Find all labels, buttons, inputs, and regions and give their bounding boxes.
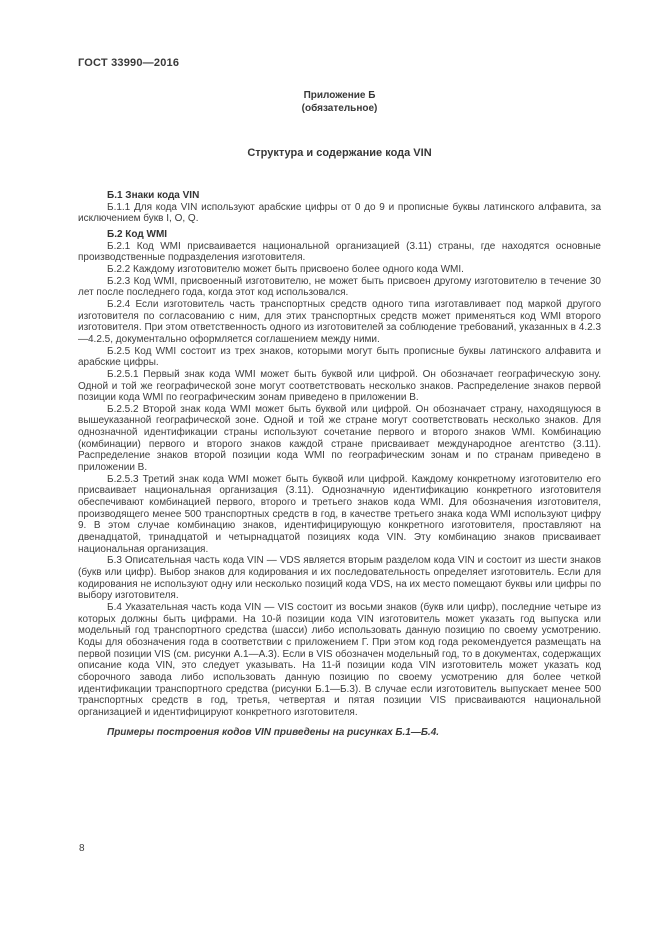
page-title: Структура и содержание кода VIN bbox=[247, 147, 432, 159]
paragraph-b1-1: Б.1.1 Для кода VIN используют арабские цифры от 0 до 9 и прописные буквы латинского алфавита, за исключением букв I, O, Q. bbox=[78, 201, 601, 225]
page-number: 8 bbox=[79, 843, 85, 854]
paragraph-b2-3: Б.2.3 Код WMI, присвоенный изготовителю, не может быть присвоен другому изготовителю в течение 30 лет после последнего года, когда этот код использовался. bbox=[78, 275, 601, 299]
paragraph-b2-5-1: Б.2.5.1 Первый знак кода WMI может быть буквой или цифрой. Он обозначает географическую зону. Одной и той же географической зоне могут соответствовать несколько знаков. Распределение знаков первой позиции кода WMI по географическим зонам приведено в приложении В. bbox=[78, 368, 601, 404]
paragraph-b4: Б.4 Указательная часть кода VIN — VIS состоит из восьми знаков (букв или цифр), последние четыре из которых должны быть цифрами. На 10-й позиции кода VIN изготовитель может указать год выпуска или модельный год транспортного средства (шасси) либо использовать данную позицию по своему усмотрению. Коды для обозначения года в соответствии с приложением Г. При этом код года рекомендуется размещать на первой позиции VIS (см. рисунки А.1—А.3). Если в VIS обозначен модельный год, то в документах, содержащих описание кода VIN, это следует указывать. На 11-й позиции кода VIN изготовитель может указать код сборочного завода либо использовать данную позицию по своему усмотрению для более четкой идентификации транспортного средства (рисунки Б.1—Б.3). В случае если изготовитель выпускает менее 500 транспортных средств в год, третья, четвертая и пятая позиции VIS присваиваются национальной организацией и идентифицируют конкретного изготовителя. bbox=[78, 601, 601, 718]
appendix-qualifier: (обязательное) bbox=[301, 103, 378, 114]
paragraph-b2-5: Б.2.5 Код WMI состоит из трех знаков, которыми могут быть прописные буквы латинского алфавита и арабские цифры. bbox=[78, 345, 601, 369]
note-examples: Примеры построения кодов VIN приведены на рисунках Б.1—Б.4. bbox=[107, 726, 440, 738]
appendix-label: Приложение Б bbox=[303, 90, 376, 101]
section-heading-b1: Б.1 Знаки кода VIN bbox=[107, 190, 200, 201]
paragraph-b3: Б.3 Описательная часть кода VIN — VDS является вторым разделом кода VIN и состоит из шести знаков (букв или цифр). Выбор знаков для кодирования и их последовательность определяет изготовитель. Если для кодирования не используют одну или несколько позиций кода VDS, на их место помещают буквы или цифры по выбору изготовителя. bbox=[78, 555, 601, 602]
doc-number: ГОСТ 33990—2016 bbox=[78, 57, 180, 69]
paragraph-b2-1: Б.2.1 Код WMI присваивается национальной организацией (3.11) страны, где находятся основные производственные подразделения изготовителя. bbox=[78, 240, 601, 264]
section-heading-b2: Б.2 Код WMI bbox=[107, 228, 168, 240]
document-body bbox=[78, 186, 601, 738]
paragraph-b2-5-2: Б.2.5.2 Второй знак кода WMI может быть буквой или цифрой. Он обозначает страну, находящуюся в вышеуказанной географической зоне. Одной и той же стране могут соответствовать несколько знаков. Для однозначной идентификации страны используют сочетание первого и второго знаков WMI. Комбинацию (комбинации) первого и второго знаков каждой стране присваивает международное агентство (3.11). Распределение знаков второй позиции кода WMI по географическим зонам и по странам приведено в приложении В. bbox=[78, 403, 601, 474]
paragraph-b2-4: Б.2.4 Если изготовитель часть транспортных средств одного типа изготавливает под маркой другого изготовителя по согласованию с ним, для этих транспортных средств может применяться код WMI второго изготовителя. При этом ответственность одного из изготовителей за соблюдение требований, указанных в 4.2.3—4.2.5, документально оформляется соглашением между ними. bbox=[78, 298, 601, 345]
appendix-heading bbox=[78, 89, 601, 115]
paragraph-b2-5-3: Б.2.5.3 Третий знак кода WMI может быть буквой или цифрой. Каждому конкретному изготовителю его присваивает национальная организация (3.11). Однозначную идентификацию конкретного изготовителя обеспечивают комбинацией первого, второго и третьего знаков кода WMI. Для обозначения изготовителя, производящего менее 500 транспортных средств в год, в качестве третьего знака кода WMI используют цифру 9. В этом случае комбинацию знаков, идентифицирующую конкретного изготовителя, проставляют на двенадцатой, тринадцатой и четырнадцатой позициях кода VIN. Эту комбинацию знаков присваивает национальная организация. bbox=[78, 473, 601, 555]
paragraph-b2-2: Б.2.2 Каждому изготовителю может быть присвоено более одного кода WMI. bbox=[107, 263, 464, 275]
